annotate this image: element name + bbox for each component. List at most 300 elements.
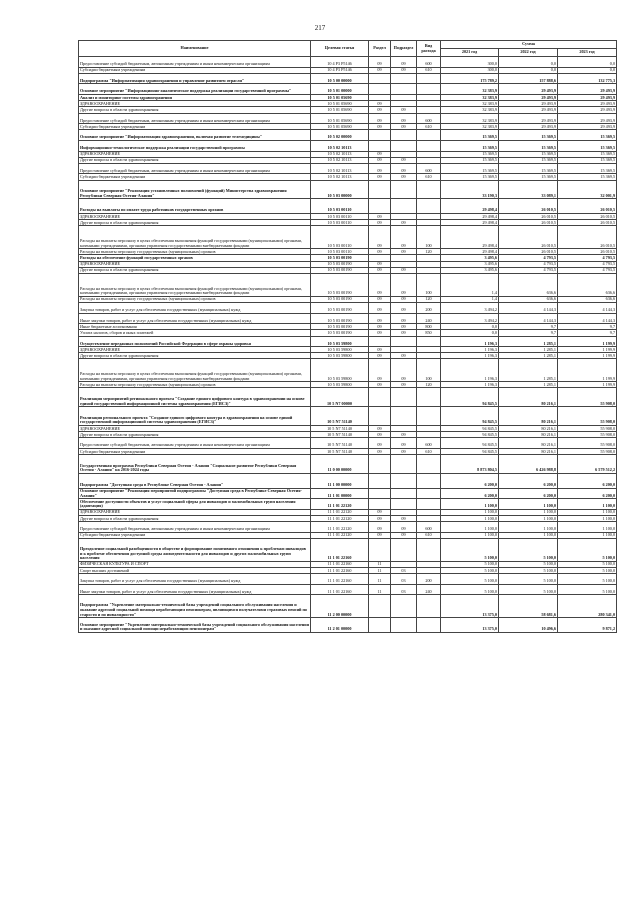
- row-sum-2021: 300,0: [441, 57, 499, 68]
- row-exp-type: [417, 488, 441, 499]
- row-name: Расходы на выплаты персоналу в целях обеспечения выполнения функций государственными (муниципальными) органами, казенными учреждениями, органами управления государственными внебюджетными фондами: [79, 226, 311, 249]
- row-target: 10 5 03 00110: [311, 249, 369, 255]
- row-target: 11 1 01 22160: [311, 561, 369, 567]
- table-row: [79, 455, 617, 474]
- row-name: Предоставление субсидий бюджетным, автономным учреждениям и иным некоммерческим организациям: [79, 113, 311, 124]
- row-section: 11: [369, 574, 391, 585]
- row-name: Иные закупки товаров, работ и услуг для обеспечения государственных (муниципальных) нужд: [79, 313, 311, 324]
- row-sum-2021: 94 845,5: [441, 407, 499, 426]
- row-name: Субсидии бюджетным учреждениям: [79, 67, 311, 73]
- row-section: 11: [369, 567, 391, 573]
- row-subsection: 09: [391, 522, 417, 533]
- row-section: 09: [369, 67, 391, 73]
- row-section: [369, 618, 391, 633]
- row-sum-2022: 58 681,6: [499, 595, 558, 618]
- row-subsection: 09: [391, 57, 417, 68]
- row-section: 09: [369, 296, 391, 302]
- row-exp-type: 100: [417, 273, 441, 296]
- row-name: Закупка товаров, работ и услуг для обеспечения государственных (муниципальных) нужд: [79, 574, 311, 585]
- row-sum-2022: 636,6: [499, 296, 558, 302]
- row-sum-2023: 15 369,5: [558, 174, 617, 180]
- row-target: 10 5 02 10113: [311, 174, 369, 180]
- row-section: 09: [369, 515, 391, 521]
- row-subsection: 09: [391, 302, 417, 313]
- row-sum-2022: 15 369,5: [499, 151, 558, 157]
- row-subsection: [391, 474, 417, 489]
- row-sum-2023: 29 493,9: [558, 113, 617, 124]
- row-sum-2021: 15 369,5: [441, 151, 499, 157]
- row-sum-2022: 157 888,6: [499, 73, 558, 84]
- table-row: [79, 595, 617, 618]
- row-sum-2023: 15 369,5: [558, 157, 617, 163]
- row-sum-2021: 3 495,6: [441, 261, 499, 267]
- row-name: Реализация мероприятий регионального проекта "Создание единого цифрового контура в здравоохранении на основе единой государственной информационной системы здравоохранения (ЕГИСЗ)": [79, 388, 311, 407]
- row-sum-2021: 300,0: [441, 67, 499, 73]
- row-sum-2023: 15 369,5: [558, 151, 617, 157]
- table-row: [79, 163, 617, 174]
- row-sum-2023: 1 100,0: [558, 509, 617, 515]
- row-target: 11 1 01 22160: [311, 584, 369, 595]
- row-target: 10 5 01 05690: [311, 101, 369, 107]
- header-section: Раздел: [369, 41, 391, 57]
- row-sum-2021: 0,0: [441, 330, 499, 336]
- row-target: 10 4 Р3 Р5146: [311, 57, 369, 68]
- row-name: Преодоление социальной разобщенности в обществе и формирование позитивного отношения к проблемам инвалидов и к проблеме обеспечения доступной среды жизнедеятельности для инвалидов и других маломобильных групп населения: [79, 538, 311, 561]
- row-section: 11: [369, 584, 391, 595]
- row-name: Расходы на выплаты персоналу государственных (муниципальных) органов: [79, 296, 311, 302]
- row-section: 09: [369, 432, 391, 438]
- row-section: 09: [369, 359, 391, 382]
- row-sum-2023: 636,6: [558, 273, 617, 296]
- row-sum-2021: 15 369,5: [441, 130, 499, 141]
- row-sum-2021: 94 845,5: [441, 432, 499, 438]
- row-target: 11 1 01 22120: [311, 532, 369, 538]
- row-name: Другие вопросы в области здравоохранения: [79, 515, 311, 521]
- row-exp-type: [417, 199, 441, 214]
- row-target: 10 5 N7 51140: [311, 449, 369, 455]
- row-sum-2022: 4 144,3: [499, 313, 558, 324]
- row-sum-2021: 29 498,4: [441, 226, 499, 249]
- row-target: 10 5 02 10113: [311, 157, 369, 163]
- row-subsection: 09: [391, 359, 417, 382]
- row-sum-2022: 1 285,1: [499, 347, 558, 353]
- row-subsection: 09: [391, 67, 417, 73]
- row-sum-2022: 15 369,5: [499, 163, 558, 174]
- row-name: Уплата налогов, сборов и иных платежей: [79, 330, 311, 336]
- table-row: [79, 226, 617, 249]
- row-target: 10 5 02 10113: [311, 140, 369, 151]
- row-target: 11 1 01 22120: [311, 499, 369, 510]
- row-sum-2022: 1 100,0: [499, 509, 558, 515]
- row-sum-2022: 6 200,0: [499, 474, 558, 489]
- row-target: 10 5 03 00190: [311, 302, 369, 313]
- row-sum-2021: 1 196,3: [441, 382, 499, 388]
- row-section: 09: [369, 324, 391, 330]
- table-row: [79, 199, 617, 214]
- row-exp-type: 100: [417, 359, 441, 382]
- row-name: Субсидии бюджетным учреждениям: [79, 449, 311, 455]
- row-sum-2021: 1 196,3: [441, 347, 499, 353]
- row-sum-2023: 1 199,9: [558, 336, 617, 347]
- row-name: Расходы на выплаты персоналу государственных (муниципальных) органов: [79, 249, 311, 255]
- row-name: Другие вопросы в области здравоохранения: [79, 157, 311, 163]
- row-sum-2022: 1 100,0: [499, 499, 558, 510]
- row-sum-2023: 1 199,9: [558, 382, 617, 388]
- row-exp-type: 100: [417, 226, 441, 249]
- row-section: [369, 130, 391, 141]
- row-sum-2021: 13 375,0: [441, 618, 499, 633]
- row-sum-2022: 6 426 988,8: [499, 455, 558, 474]
- row-sum-2023: 1 199,9: [558, 353, 617, 359]
- row-sum-2021: 5 100,0: [441, 574, 499, 585]
- row-section: 09: [369, 302, 391, 313]
- row-exp-type: 120: [417, 382, 441, 388]
- row-subsection: 09: [391, 174, 417, 180]
- row-sum-2021: 5 100,0: [441, 584, 499, 595]
- row-name: Предоставление субсидий бюджетным, автономным учреждениям и иным некоммерческим организациям: [79, 438, 311, 449]
- row-name: Предоставление субсидий бюджетным, автономным учреждениям и иным некоммерческим организациям: [79, 522, 311, 533]
- row-section: 09: [369, 522, 391, 533]
- row-sum-2021: 1 100,0: [441, 499, 499, 510]
- row-target: 10 5 03 00190: [311, 313, 369, 324]
- row-sum-2021: 1 100,0: [441, 509, 499, 515]
- row-section: 09: [369, 347, 391, 353]
- row-sum-2023: 29 493,9: [558, 84, 617, 95]
- row-sum-2022: 1 100,0: [499, 522, 558, 533]
- table-row: [79, 73, 617, 84]
- row-target: 10 5 03 59800: [311, 359, 369, 382]
- row-target: 11 2 00 00000: [311, 595, 369, 618]
- row-subsection: 09: [391, 113, 417, 124]
- row-sum-2023: 5 100,0: [558, 584, 617, 595]
- row-sum-2023: 55 908,0: [558, 449, 617, 455]
- row-target: 11 1 01 22160: [311, 538, 369, 561]
- table-row: [79, 313, 617, 324]
- row-target: 10 5 N7 51140: [311, 432, 369, 438]
- row-exp-type: 600: [417, 163, 441, 174]
- row-sum-2021: 0,0: [441, 324, 499, 330]
- row-sum-2023: 55 908,0: [558, 407, 617, 426]
- row-target: 10 5 01 05690: [311, 107, 369, 113]
- row-target: 10 5 03 00190: [311, 330, 369, 336]
- header-2021: 2021 год: [441, 49, 499, 57]
- row-target: 11 1 01 22160: [311, 574, 369, 585]
- row-sum-2023: 1 199,9: [558, 359, 617, 382]
- row-subsection: 09: [391, 438, 417, 449]
- row-subsection: [391, 455, 417, 474]
- row-subsection: 09: [391, 273, 417, 296]
- row-name: Подпрограмма "Информатизация здравоохранения и управление развитием отрасли": [79, 73, 311, 84]
- row-sum-2022: 29 493,9: [499, 84, 558, 95]
- row-exp-type: 240: [417, 313, 441, 324]
- row-subsection: [391, 388, 417, 407]
- row-sum-2022: 29 493,9: [499, 107, 558, 113]
- row-sum-2022: 26 010,5: [499, 199, 558, 214]
- table-body: [79, 57, 617, 633]
- row-target: 10 5 03 59800: [311, 347, 369, 353]
- row-sum-2021: 1 100,0: [441, 515, 499, 521]
- row-target: 10 5 03 00110: [311, 214, 369, 220]
- row-target: 10 5 02 10113: [311, 151, 369, 157]
- row-subsection: [391, 618, 417, 633]
- row-name: Расходы на выплаты по оплате труда работников государственных органов: [79, 199, 311, 214]
- table-row: [79, 130, 617, 141]
- row-name: ЗДРАВООХРАНЕНИЕ: [79, 509, 311, 515]
- row-sum-2021: 6 200,0: [441, 488, 499, 499]
- row-target: 10 5 03 00190: [311, 255, 369, 261]
- table-row: [79, 474, 617, 489]
- row-sum-2023: 4 793,5: [558, 261, 617, 267]
- row-subsection: 03: [391, 584, 417, 595]
- row-name: Основное мероприятие "Информатизация здравоохранения, включая развитие телемедицины": [79, 130, 311, 141]
- row-sum-2022: 4 793,5: [499, 261, 558, 267]
- row-sum-2022: 1 285,1: [499, 353, 558, 359]
- row-sum-2021: 15 369,5: [441, 174, 499, 180]
- row-sum-2022: 29 493,9: [499, 101, 558, 107]
- row-target: 10 4 Р3 Р5146: [311, 67, 369, 73]
- row-exp-type: 600: [417, 113, 441, 124]
- row-sum-2023: 1 100,0: [558, 515, 617, 521]
- row-sum-2022: 4 144,3: [499, 302, 558, 313]
- row-exp-type: [417, 538, 441, 561]
- row-subsection: 09: [391, 324, 417, 330]
- row-subsection: [391, 336, 417, 347]
- row-sum-2022: 5 100,0: [499, 584, 558, 595]
- row-target: 10 5 03 00190: [311, 273, 369, 296]
- row-name: Другие вопросы в области здравоохранения: [79, 267, 311, 273]
- row-sum-2023: 0,0: [558, 57, 617, 68]
- row-section: 09: [369, 107, 391, 113]
- row-target: 10 5 N7 51140: [311, 407, 369, 426]
- row-target: 10 5 03 59800: [311, 336, 369, 347]
- row-exp-type: [417, 73, 441, 84]
- row-sum-2023: 4 793,5: [558, 255, 617, 261]
- table-row: [79, 84, 617, 95]
- page-number: 217: [314, 24, 326, 32]
- row-target: 10 5 03 00110: [311, 220, 369, 226]
- row-target: 10 5 03 00110: [311, 226, 369, 249]
- row-sum-2022: 5 100,0: [499, 567, 558, 573]
- row-exp-type: [417, 474, 441, 489]
- row-section: [369, 499, 391, 510]
- row-sum-2023: 55 908,0: [558, 438, 617, 449]
- row-target: 10 5 01 05690: [311, 113, 369, 124]
- header-sum: Сумма: [441, 41, 617, 49]
- row-name: ЗДРАВООХРАНЕНИЕ: [79, 426, 311, 432]
- row-name: ЗДРАВООХРАНЕНИЕ: [79, 151, 311, 157]
- table-row: [79, 618, 617, 633]
- row-section: 09: [369, 438, 391, 449]
- row-sum-2023: 15 369,5: [558, 140, 617, 151]
- table-row: [79, 180, 617, 199]
- row-exp-type: 600: [417, 57, 441, 68]
- row-target: 11 1 01 22160: [311, 567, 369, 573]
- row-target: 10 5 N7 51140: [311, 438, 369, 449]
- row-sum-2022: 80 216,1: [499, 438, 558, 449]
- row-sum-2021: 5 100,0: [441, 561, 499, 567]
- row-subsection: [391, 73, 417, 84]
- table-row: [79, 407, 617, 426]
- row-section: 09: [369, 313, 391, 324]
- row-sum-2021: 13 375,0: [441, 595, 499, 618]
- row-sum-2021: 1,4: [441, 273, 499, 296]
- row-sum-2023: 6 200,0: [558, 488, 617, 499]
- row-sum-2021: 32 383,9: [441, 84, 499, 95]
- row-sum-2022: 33 089,1: [499, 180, 558, 199]
- row-sum-2022: 1 285,1: [499, 359, 558, 382]
- row-sum-2022: 636,6: [499, 273, 558, 296]
- row-section: [369, 199, 391, 214]
- row-sum-2022: 26 010,5: [499, 214, 558, 220]
- row-section: 09: [369, 226, 391, 249]
- row-name: Иные бюджетные ассигнования: [79, 324, 311, 330]
- table-row: [79, 574, 617, 585]
- row-exp-type: [417, 407, 441, 426]
- row-exp-type: 610: [417, 174, 441, 180]
- row-subsection: 09: [391, 157, 417, 163]
- row-sum-2023: 55 908,0: [558, 432, 617, 438]
- row-section: 09: [369, 532, 391, 538]
- row-name: Основное мероприятие "Реализация установленных полномочий (функций) Министерства здравоохранения Республики Северная Осетия-Алания": [79, 180, 311, 199]
- row-sum-2023: 636,6: [558, 296, 617, 302]
- table-row: [79, 140, 617, 151]
- row-target: 10 5 03 00110: [311, 199, 369, 214]
- row-sum-2021: 15 369,5: [441, 157, 499, 163]
- row-sum-2022: 26 010,5: [499, 220, 558, 226]
- row-exp-type: [417, 499, 441, 510]
- table-row: [79, 302, 617, 313]
- row-sum-2021: 3 495,6: [441, 267, 499, 273]
- row-sum-2023: 4 793,5: [558, 267, 617, 273]
- table-row: [79, 522, 617, 533]
- budget-table: [78, 40, 617, 633]
- row-target: 10 5 00 00000: [311, 73, 369, 84]
- row-sum-2023: 132 775,3: [558, 73, 617, 84]
- row-section: [369, 538, 391, 561]
- row-section: 09: [369, 124, 391, 130]
- table-row: [79, 538, 617, 561]
- row-exp-type: [417, 388, 441, 407]
- row-target: 10 5 03 00000: [311, 180, 369, 199]
- row-sum-2022: 1 100,0: [499, 532, 558, 538]
- row-sum-2023: 9 871,2: [558, 618, 617, 633]
- row-sum-2023: 26 010,5: [558, 226, 617, 249]
- row-target: 10 5 03 00190: [311, 324, 369, 330]
- row-target: 10 5 01 05690: [311, 94, 369, 100]
- row-sum-2021: 32 383,9: [441, 94, 499, 100]
- row-name: Подпрограмма "Доступная среда в Республике Северная Осетия - Алания": [79, 474, 311, 489]
- row-name: Расходы на выплаты персоналу в целях обеспечения выполнения функций государственными (муниципальными) органами, казенными учреждениями, органами управления государственными внебюджетными фондами: [79, 273, 311, 296]
- row-sum-2021: 1 100,0: [441, 532, 499, 538]
- row-exp-type: 610: [417, 532, 441, 538]
- row-sum-2022: 6 200,0: [499, 488, 558, 499]
- row-sum-2021: 5 100,0: [441, 567, 499, 573]
- row-target: 11 0 00 00000: [311, 455, 369, 474]
- row-section: 11: [369, 561, 391, 567]
- row-sum-2023: 29 493,9: [558, 101, 617, 107]
- row-subsection: 09: [391, 353, 417, 359]
- row-exp-type: 600: [417, 438, 441, 449]
- table-row: [79, 499, 617, 510]
- header-target: Целевая статья: [311, 41, 369, 57]
- row-name: Обеспечение доступности объектов и услуг социальной сферы для инвалидов и маломобильных групп населения (адаптация): [79, 499, 311, 510]
- row-subsection: 09: [391, 432, 417, 438]
- row-sum-2021: 1 196,3: [441, 359, 499, 382]
- row-sum-2022: 4 793,5: [499, 267, 558, 273]
- row-subsection: [391, 407, 417, 426]
- header-exp-type: Вид расхода: [417, 41, 441, 57]
- row-subsection: 09: [391, 515, 417, 521]
- row-name: Другие вопросы в области здравоохранения: [79, 432, 311, 438]
- row-name: Субсидии бюджетным учреждениям: [79, 174, 311, 180]
- row-sum-2023: 6 200,0: [558, 474, 617, 489]
- row-name: Субсидии бюджетным учреждениям: [79, 532, 311, 538]
- row-name: Закупка товаров, работ и услуг для обеспечения государственных (муниципальных) нужд: [79, 302, 311, 313]
- row-subsection: 09: [391, 382, 417, 388]
- row-subsection: 03: [391, 567, 417, 573]
- row-target: 10 5 N7 51140: [311, 426, 369, 432]
- row-name: Расходы на выплаты персоналу в целях обеспечения выполнения функций государственными (муниципальными) органами, казенными учреждениями, органами управления государственными внебюджетными фондами: [79, 359, 311, 382]
- row-sum-2021: 15 369,5: [441, 140, 499, 151]
- row-sum-2023: 5 100,0: [558, 574, 617, 585]
- table-row: [79, 57, 617, 68]
- row-subsection: [391, 488, 417, 499]
- row-sum-2022: 80 216,1: [499, 407, 558, 426]
- row-sum-2023: 29 493,9: [558, 107, 617, 113]
- row-target: 11 1 01 22120: [311, 522, 369, 533]
- row-section: [369, 84, 391, 95]
- row-subsection: 09: [391, 313, 417, 324]
- row-subsection: 09: [391, 532, 417, 538]
- row-target: 11 2 01 00000: [311, 618, 369, 633]
- row-sum-2021: 94 845,5: [441, 449, 499, 455]
- row-section: 09: [369, 57, 391, 68]
- row-exp-type: [417, 84, 441, 95]
- row-sum-2022: 1 285,1: [499, 382, 558, 388]
- row-sum-2023: 1 100,0: [558, 532, 617, 538]
- row-subsection: [391, 84, 417, 95]
- row-exp-type: 240: [417, 584, 441, 595]
- row-section: 09: [369, 220, 391, 226]
- row-sum-2023: 26 010,5: [558, 249, 617, 255]
- row-target: 10 5 02 00000: [311, 130, 369, 141]
- row-sum-2021: 3 495,6: [441, 255, 499, 261]
- row-exp-type: 120: [417, 296, 441, 302]
- row-sum-2022: 5 100,0: [499, 574, 558, 585]
- row-sum-2021: 94 845,5: [441, 388, 499, 407]
- row-sum-2021: 94 845,5: [441, 438, 499, 449]
- row-subsection: 09: [391, 220, 417, 226]
- row-exp-type: [417, 140, 441, 151]
- row-subsection: [391, 538, 417, 561]
- row-sum-2023: 9,7: [558, 330, 617, 336]
- row-sum-2022: 80 216,1: [499, 388, 558, 407]
- row-sum-2021: 175 789,2: [441, 73, 499, 84]
- row-sum-2022: 26 010,5: [499, 226, 558, 249]
- row-exp-type: [417, 455, 441, 474]
- row-target: 10 5 03 00190: [311, 267, 369, 273]
- header-subsection: Подраздел: [391, 41, 417, 57]
- row-section: 09: [369, 249, 391, 255]
- row-name: Основное мероприятие "Реализация мероприятий подпрограммы "Доступная среда в Республике Северная Осетия-Алания": [79, 488, 311, 499]
- row-target: 10 5 03 59800: [311, 353, 369, 359]
- row-name: Предоставление субсидий бюджетным, автономным учреждениям и иным некоммерческим организациям: [79, 57, 311, 68]
- row-section: 09: [369, 449, 391, 455]
- row-sum-2022: 15 369,5: [499, 157, 558, 163]
- row-target: 10 5 02 10113: [311, 163, 369, 174]
- row-sum-2021: 1 196,3: [441, 336, 499, 347]
- row-sum-2022: 29 493,9: [499, 94, 558, 100]
